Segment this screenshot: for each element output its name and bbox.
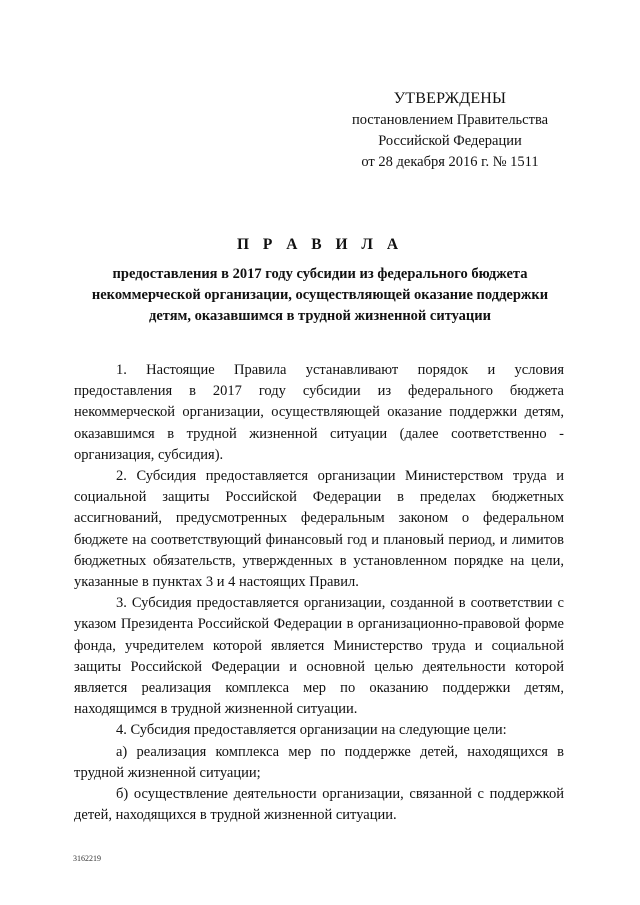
paragraph-2: 2. Субсидия предоставляется организации Министерством труда и социальной защиты Российской Федерации в пределах бюджетных ассигнований, предусмотренных федеральным законом о федеральном бюджете на соответствующий финансовый год и плановый период, и лимитов бюджетных обязательств, утвержденных в установленном порядке на цели, указанные в пунктах 3 и 4 настоящих Правил. — [74, 468, 564, 591]
approval-heading: УТВЕРЖДЕНЫ — [393, 90, 507, 107]
approval-line-1: постановлением Правительства — [351, 112, 549, 128]
document-body — [74, 360, 564, 826]
paragraph-4: 4. Субсидия предоставляется организации на следующие цели: — [116, 722, 507, 739]
paragraph-1: 1. Настоящие Правила устанавливают порядок и условия предоставления в 2017 году субсидии из федерального бюджета некоммерческой организации, осуществляющей оказание поддержки детям, оказавшимся в трудной жизненной ситуации (далее соответственно - организация, субсидия). — [74, 362, 564, 463]
paragraph-4b: б) осуществление деятельности организации, связанной с поддержкой детей, находящихся в трудной жизненной ситуации. — [74, 786, 564, 824]
document-title: П Р А В И Л А — [236, 236, 404, 253]
paragraph-4a: а) реализация комплекса мер по поддержке детей, находящихся в трудной жизненной ситуации; — [74, 743, 564, 781]
approval-line-3: от 28 декабря 2016 г. № 1511 — [361, 154, 539, 170]
paragraph-3: 3. Субсидия предоставляется организации, созданной в соответствии с указом Президента Российской Федерации в организационно-правовой форме фонда, учредителем которой является Министерство труда и социальной защиты Российской Федерации и основной целью деятельности которой является реализация комплекса мер по оказанию поддержки детям, находящимся в трудной жизненной ситуации. — [74, 595, 564, 718]
approval-block — [340, 88, 560, 173]
approval-line-2: Российской Федерации — [378, 133, 522, 149]
document-subtitle: предоставления в 2017 году субсидии из федерального бюджета некоммерческой организации, осуществляющей оказание поддержки детям, оказавшимся в трудной жизненной ситуации — [91, 266, 549, 324]
footer-code: 3162219 — [73, 854, 101, 863]
